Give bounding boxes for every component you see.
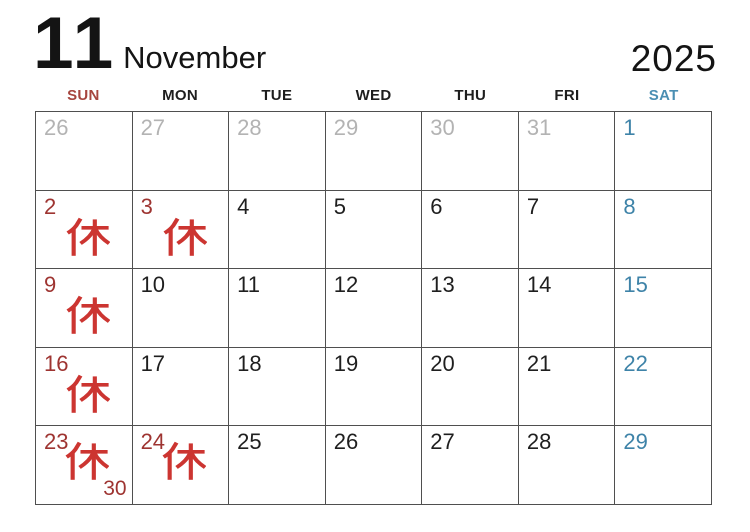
year-label: 2025: [630, 38, 717, 79]
calendar-cell-26: [326, 426, 423, 505]
calendar-cell-25: [229, 426, 326, 505]
date-number: 20: [430, 350, 455, 376]
calendar-cell-17: [133, 348, 230, 427]
date-number: 7: [526, 193, 540, 219]
month-number: 11: [33, 3, 117, 84]
weekday-label-tue: TUE: [261, 87, 293, 104]
date-number: 11: [237, 272, 260, 298]
calendar-cell-10: [133, 269, 230, 348]
date-number: 22: [623, 350, 648, 376]
date-number: 2: [44, 193, 57, 219]
date-number: 5: [333, 193, 346, 219]
weekday-label-wed: WED: [355, 87, 392, 104]
calendar-cell-3: [133, 191, 230, 270]
calendar-cell-8: [615, 191, 712, 270]
date-number: 26: [333, 429, 359, 455]
calendar-cell-9: [36, 269, 133, 348]
date-number: 19: [333, 350, 359, 376]
weekday-header-row: [35, 88, 712, 105]
weekday-label-mon: MON: [162, 87, 199, 104]
calendar-cell-4: [229, 191, 326, 270]
date-number: 10: [140, 272, 166, 298]
calendar-cell-27: [422, 426, 519, 505]
month-name: November: [123, 40, 267, 75]
rest-mark-icon: [160, 441, 206, 481]
date-number: 8: [623, 193, 636, 219]
date-number: 12: [333, 272, 359, 298]
calendar-cell-6: [422, 191, 519, 270]
calendar-cell-29: [615, 426, 712, 505]
calendar-cell-20: [422, 348, 519, 427]
date-number: 28: [237, 115, 262, 140]
calendar-cell-22: [615, 348, 712, 427]
date-number: 29: [623, 429, 648, 455]
weekday-label-sat: SAT: [648, 87, 679, 104]
date-number: 17: [140, 350, 166, 376]
date-number: 4: [237, 193, 250, 219]
calendar-cell-16: [36, 348, 133, 427]
date-number: 28: [526, 429, 552, 455]
date-number: 27: [140, 115, 166, 140]
date-number: 30: [430, 115, 455, 140]
date-number: 16: [44, 350, 69, 376]
rest-mark-icon: [161, 217, 207, 257]
rest-mark-icon: [64, 374, 110, 414]
rest-mark-icon: [64, 295, 110, 335]
calendar-cell-prev-28: [229, 112, 326, 191]
calendar-cell-15: [615, 269, 712, 348]
date-number: 18: [237, 350, 262, 376]
calendar-cell-prev-29: [326, 112, 423, 191]
date-number: 1: [623, 115, 636, 140]
calendar-title: [33, 3, 267, 84]
calendar-cell-23: [36, 426, 133, 505]
date-number: 9: [44, 272, 57, 298]
calendar-cell-prev-31: [519, 112, 616, 191]
calendar-cell-19: [326, 348, 423, 427]
calendar-cell-5: [326, 191, 423, 270]
date-number: 13: [430, 272, 455, 298]
weekday-label-fri: FRI: [554, 87, 580, 104]
calendar-cell-1: [615, 112, 712, 191]
weekday-label-thu: THU: [454, 87, 487, 104]
date-number: 15: [623, 272, 648, 298]
calendar-cell-13: [422, 269, 519, 348]
calendar-cell-21: [519, 348, 616, 427]
date-number: 23: [44, 429, 69, 455]
weekday-label-sun: SUN: [67, 87, 100, 104]
calendar-cell-prev-30: [422, 112, 519, 191]
rest-mark-icon: [64, 217, 110, 257]
calendar-cell-14: [519, 269, 616, 348]
date-number: 6: [430, 193, 443, 219]
date-number: 25: [237, 429, 262, 455]
calendar-cell-18: [229, 348, 326, 427]
extra-date-number: 30: [103, 476, 127, 500]
calendar-cell-28: [519, 426, 616, 505]
calendar-cell-12: [326, 269, 423, 348]
date-number: 26: [44, 115, 69, 140]
date-number: 31: [526, 115, 552, 140]
date-number: 14: [526, 272, 552, 298]
calendar-cell-7: [519, 191, 616, 270]
calendar-cell-prev-26: [36, 112, 133, 191]
date-number: 29: [333, 115, 359, 140]
date-number: 21: [526, 350, 552, 376]
calendar-cell-11: [229, 269, 326, 348]
calendar-cell-24: [133, 426, 230, 505]
calendar-grid: [35, 111, 712, 505]
date-number: 24: [140, 429, 166, 455]
date-number: 3: [140, 193, 153, 219]
calendar-cell-prev-27: [133, 112, 230, 191]
rest-mark-icon: [63, 441, 109, 481]
calendar-cell-2: [36, 191, 133, 270]
date-number: 27: [430, 429, 455, 455]
